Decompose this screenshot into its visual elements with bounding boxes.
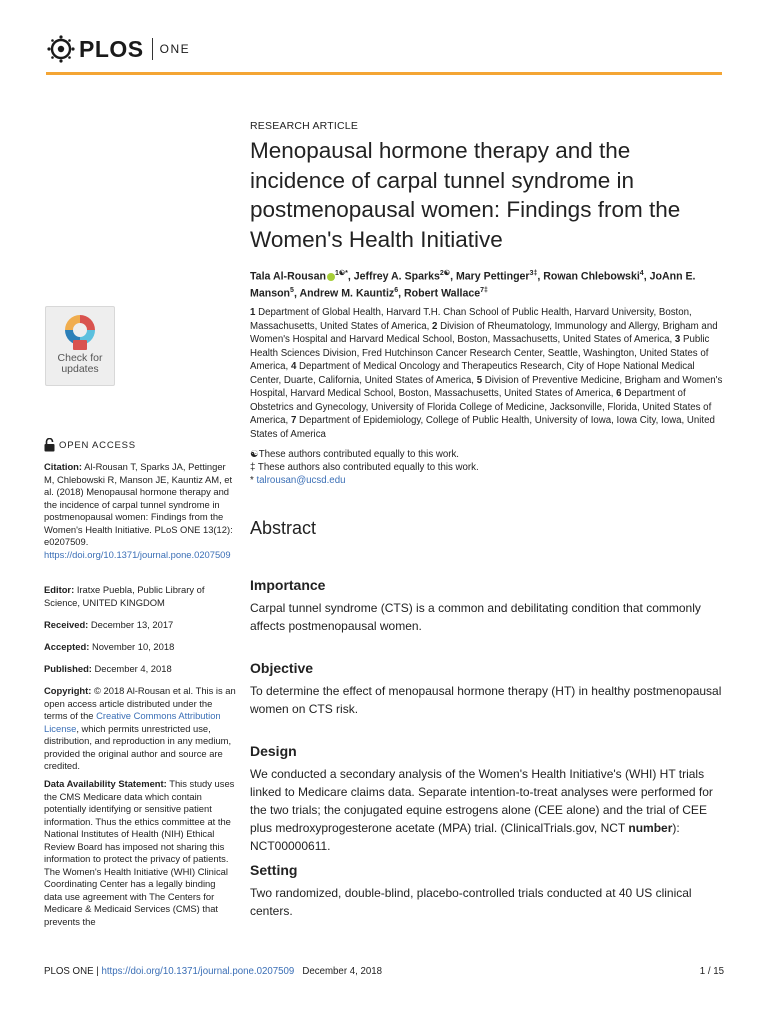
- author-list: Tala Al-Rousan $^{1☯*}$, Jeffrey A. Sparks$^{2☯}$, Mary Pettinger$^{3\ddagger}$, Rowan Chlebowski$^4$, JoAnn E. Manson$^5$, Andrew M. Kauntiz$^6$, Robert Wallace$^{7\ddagger}$: [250, 270, 696, 300]
- article-type: RESEARCH ARTICLE: [250, 120, 359, 132]
- author-name[interactable]: Robert Wallace: [404, 287, 481, 300]
- page-footer: [44, 966, 724, 977]
- open-lock-icon: [44, 438, 55, 452]
- section-heading-design: Design: [250, 743, 297, 759]
- double-dagger-icon: ‡: [250, 462, 258, 473]
- author-notes: [250, 448, 726, 487]
- equal-contribution-note: ☯These authors contributed equally to this work.: [250, 449, 460, 460]
- section-text-setting: Two randomized, double-blind, placebo-controlled trials conducted at 40 US clinical centers.: [250, 886, 692, 918]
- logo-separator: [152, 38, 153, 60]
- received-date: Received: December 13, 2017: [44, 619, 174, 630]
- corresponding-email: * talrousan@ucsd.edu: [250, 475, 346, 486]
- also-contribution-note: ‡ These authors also contributed equally to this work.: [250, 462, 479, 473]
- author-name[interactable]: Rowan Chlebowski: [543, 270, 640, 283]
- affiliations: 1 Department of Global Health, Harvard T.H. Chan School of Public Health, Harvard University, Boston, Massachusetts, United States of America, 2 Division of Rheumatology, Immunology and Allergy, Brigham and Women's Hospital and Harvard Medical School, Boston, Massachusetts, United States of America, 3 Public Health Sciences Division, Fred Hutchinson Cancer Research Center, Seattle, Washington, United States of America, 4 Department of Medical Oncology and Therapeutics Research, City of Hope National Medical Center, Duarte, California, United States of America, 5 Division of Preventive Medicine, Brigham and Women's Hospital, Harvard Medical School, Boston, Massachusetts, United States of America, 6 Department of Obstetrics and Gynecology, University of Florida College of Medicine, Jacksonville, Florida, United States of America, 7 Department of Epidemiology, College of Public Health, University of Iowa, Iowa City, Iowa, United States of America: [250, 307, 723, 440]
- email-link[interactable]: talrousan@ucsd.edu: [256, 475, 346, 486]
- journal-word: PLOS: [79, 35, 144, 62]
- section-heading-objective: Objective: [250, 660, 314, 676]
- published-date: Published: December 4, 2018: [44, 663, 172, 674]
- check-for-updates-icon: [63, 313, 97, 351]
- author-name[interactable]: Andrew M. Kauntiz: [299, 287, 395, 300]
- open-access-label: OPEN ACCESS: [44, 438, 136, 452]
- section-text-design: We conducted a secondary analysis of the Women's Health Initiative's (WHI) HT trials linked to Medicare claims data. Separate intention-to-treat analyses were performed for the two trials; the conjugated equine estrogens alone (CEE alone) and the trial of CEE plus medroxyprogesterone acetate (MPA) trial. (ClinicalTrials.gov, NCT number): NCT00000611.: [250, 767, 713, 853]
- article-title: Menopausal hormone therapy and the incidence of carpal tunnel syndrome in postmenopausal women: Findings from the Women's Health Initiative: [250, 138, 681, 252]
- author-name[interactable]: Jeffrey A. Sparks: [353, 270, 440, 283]
- section-heading-setting: Setting: [250, 862, 298, 878]
- badge-label: Check for updates: [57, 352, 103, 375]
- orcid-icon[interactable]: [327, 273, 335, 281]
- copyright-block: Copyright: © 2018 Al-Rousan et al. This is an open access article distributed under the terms of the Creative Commons Attribution License, which permits unrestricted use, distribution, and reproduction in any medium, provided the original author and source are credited.: [44, 685, 236, 771]
- footer-doi-link[interactable]: https://doi.org/10.1371/journal.pone.0207509: [101, 966, 295, 977]
- section-heading-importance: Importance: [250, 577, 326, 593]
- accepted-date: Accepted: November 10, 2018: [44, 641, 175, 652]
- page-number: 1 / 15: [699, 966, 724, 977]
- author-name[interactable]: Mary Pettinger: [455, 270, 530, 283]
- abstract-heading: Abstract: [250, 518, 317, 538]
- footer-date: December 4, 2018: [302, 966, 383, 977]
- equal-contribution-icon: ☯: [250, 449, 259, 460]
- data-availability-block: Data Availability Statement: This study uses the CMS Medicare data which contain potentially identifying or sensitive patient information. Thus the ethics committee at the National Institutes of Health (NIH) Ethical Review Board has imposed not sharing this information to protect the privacy of patients. The Women's Health Initiative (WHI) Clinical Coordinating Center has a legally binding data use agreement with The Centers for Medicare & Medicaid Services (CMS) that prevents the: [44, 778, 235, 927]
- section-text-importance: Carpal tunnel syndrome (CTS) is a common and debilitating condition that commonly affects postmenopausal women.: [250, 601, 701, 633]
- author-name[interactable]: Tala Al-Rousan: [250, 270, 326, 283]
- journal-logo[interactable]: [46, 34, 190, 64]
- section-text-objective: To determine the effect of menopausal hormone therapy (HT) in healthy postmenopausal women on CTS risk.: [250, 684, 722, 716]
- citation-doi-link[interactable]: https://doi.org/10.1371/journal.pone.0207509: [44, 548, 231, 560]
- header-rule: [46, 72, 722, 75]
- plos-logo-icon: [46, 34, 76, 64]
- author-name[interactable]: JoAnn E. Manson: [250, 270, 696, 300]
- check-for-updates-badge[interactable]: [45, 306, 115, 386]
- citation-block: Citation: Al-Rousan T, Sparks JA, Pettinger M, Chlebowski R, Manson JE, Kauntiz AM, et al. (2018) Menopausal hormone therapy and the incidence of carpal tunnel syndrome in postmenopausal women: Findings from the Women's Health Initiative. PLoS ONE 13(12): e0207509. https://doi.org/10.1371/journal.pone.0207509: [44, 461, 233, 560]
- license-link[interactable]: Creative Commons Attribution License: [44, 710, 221, 734]
- journal-suffix: ONE: [159, 42, 191, 56]
- footer-journal: PLOS ONE |: [44, 966, 99, 977]
- editor-block: Editor: Iratxe Puebla, Public Library of Science, UNITED KINGDOM: [44, 584, 205, 608]
